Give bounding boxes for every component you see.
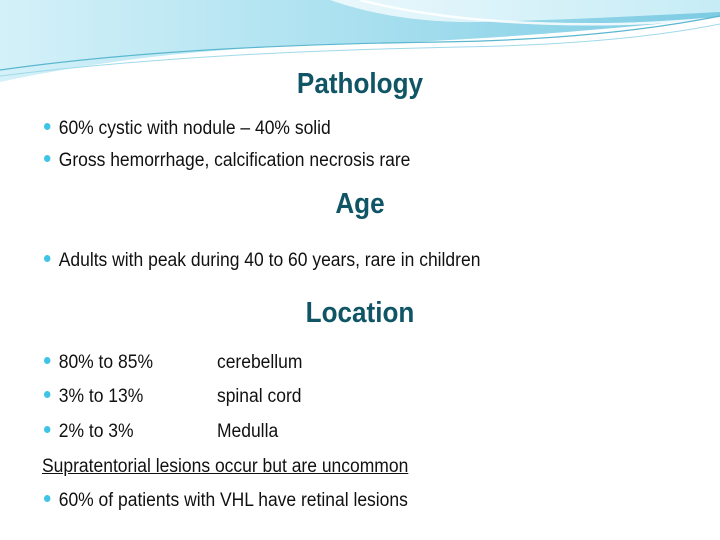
bullet-icon bbox=[44, 426, 50, 433]
location-percent: 80% to 85% bbox=[58, 352, 153, 373]
bullet-item bbox=[44, 249, 480, 273]
location-percent: 3% to 13% bbox=[58, 386, 144, 407]
heading-pathology: Pathology bbox=[296, 68, 424, 100]
location-site: spinal cord bbox=[216, 386, 302, 407]
heading-age: Age bbox=[335, 188, 385, 220]
location-percent: 2% to 3% bbox=[58, 421, 134, 442]
location-note: Supratentorial lesions occur but are uncommon bbox=[42, 456, 409, 477]
location-site: cerebellum bbox=[216, 352, 303, 373]
location-site: Medulla bbox=[216, 421, 279, 442]
bullet-item bbox=[44, 117, 331, 141]
heading-location: Location bbox=[305, 297, 415, 329]
location-row bbox=[44, 351, 302, 375]
bullet-item bbox=[44, 489, 408, 513]
bullet-icon bbox=[44, 123, 50, 130]
bullet-icon bbox=[44, 155, 50, 162]
location-row bbox=[44, 385, 301, 409]
bullet-text: 60% of patients with VHL have retinal lesions bbox=[58, 490, 408, 511]
bullet-text: 60% cystic with nodule – 40% solid bbox=[58, 118, 331, 139]
bullet-text: Adults with peak during 40 to 60 years, rare in children bbox=[58, 250, 481, 271]
bullet-text: Gross hemorrhage, calcification necrosis rare bbox=[58, 150, 411, 171]
bullet-item bbox=[44, 149, 410, 173]
bullet-icon bbox=[44, 495, 50, 502]
bullet-icon bbox=[44, 391, 50, 398]
bullet-icon bbox=[44, 255, 50, 262]
bullet-icon bbox=[44, 357, 50, 364]
location-row bbox=[44, 420, 278, 444]
